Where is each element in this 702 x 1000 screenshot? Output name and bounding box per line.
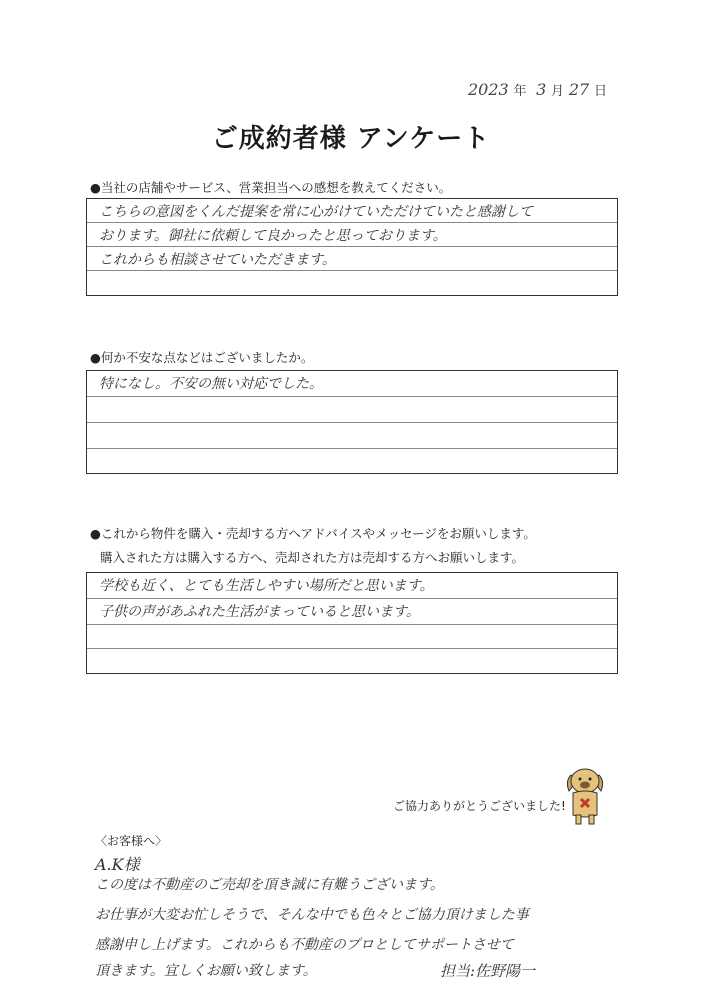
answer-line [87, 649, 617, 673]
message-line: 感謝申し上げます。これからも不動産のプロとしてサポートさせて [95, 937, 514, 953]
answer-line [87, 397, 617, 423]
question-3-sublabel: 購入された方は購入する方へ、売却された方は売却する方へお願いします。 [100, 550, 525, 565]
answer-line [87, 625, 617, 649]
answer-line: これからも相談させていただきます。 [87, 247, 617, 271]
survey-date [468, 80, 628, 106]
message-line: 頂きます。宜しくお願い致します。 [95, 963, 317, 979]
answer-line: こちらの意図をくんだ提案を常に心がけていただけていたと感謝して [87, 199, 617, 223]
answer-line: 学校も近く、とても生活しやすい場所だと思います。 [87, 573, 617, 599]
answer-line: 子供の声があふれた生活がまっていると思います。 [87, 599, 617, 625]
message-line: この度は不動産のご売却を頂き誠に有難うございます。 [95, 877, 444, 893]
question-2-label: ●何か不安な点などはございましたか。 [90, 350, 314, 365]
date-month-unit: 月 [551, 84, 565, 99]
message-line: お仕事が大変お忙しそうで、そんな中でも色々とご協力頂けました事 [95, 907, 529, 923]
date-day: 27 [568, 80, 590, 99]
question-1-answer-box [86, 198, 618, 296]
date-year: 2023 [468, 80, 509, 99]
answer-line: おります。御社に依頼して良かったと思っております。 [87, 223, 617, 247]
answer-line [87, 271, 617, 295]
thanks-message: ご協力ありがとうございました! [393, 799, 566, 813]
customer-name: A.K様 [95, 855, 140, 874]
dog-mascot-icon [563, 763, 607, 825]
question-1-label: ●当社の店舗やサービス、営業担当への感想を教えてください。 [90, 180, 452, 195]
question-3-label: ●これから物件を購入・売却する方へアドバイスやメッセージをお願いします。 [90, 526, 536, 541]
staff-signature: 担当:佐野陽一 [440, 962, 536, 980]
question-3-answer-box [86, 572, 618, 674]
question-2-answer-box [86, 370, 618, 474]
answer-line: 特になし。不安の無い対応でした。 [87, 371, 617, 397]
to-customer-label: 〈お客様へ〉 [95, 834, 168, 848]
date-day-unit: 日 [593, 84, 607, 99]
date-year-unit: 年 [513, 84, 527, 99]
date-month: 3 [536, 80, 547, 99]
page-title: ご成約者様 アンケート [211, 124, 491, 154]
answer-line [87, 423, 617, 449]
answer-line [87, 449, 617, 473]
